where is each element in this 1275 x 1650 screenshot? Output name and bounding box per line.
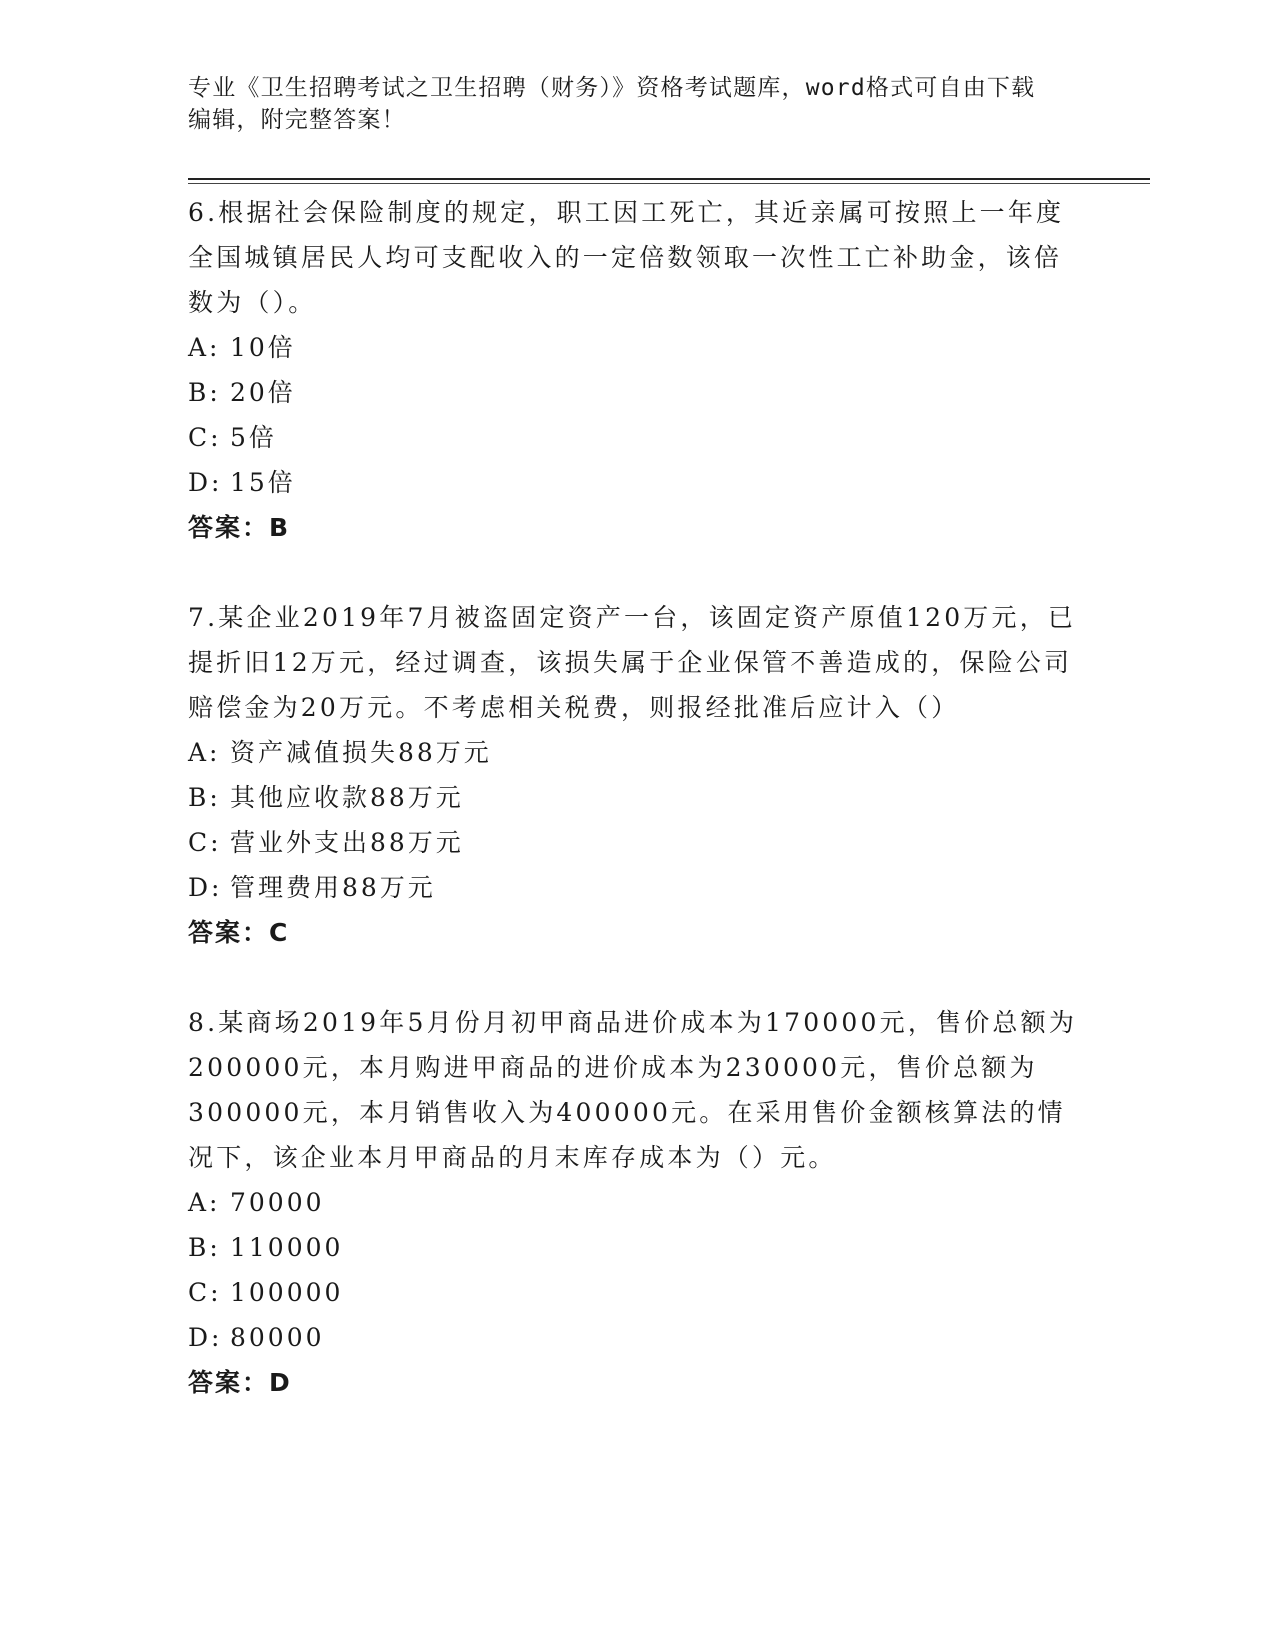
option-a (188, 730, 1088, 775)
option-text: 80000 (230, 1323, 325, 1352)
option-key: A: (188, 738, 221, 767)
header-divider-thin (188, 183, 1150, 184)
option-key: D: (188, 873, 223, 902)
option-text: 营业外支出88万元 (230, 828, 464, 857)
option-text: 110000 (230, 1233, 344, 1262)
option-key: A: (188, 333, 221, 362)
option-key: B: (188, 378, 221, 407)
answer-label: 答案： (188, 1368, 270, 1397)
option-key: C: (188, 828, 222, 857)
option-text: 20倍 (230, 378, 296, 407)
option-c (188, 1270, 1088, 1315)
question-8 (188, 1000, 1088, 1405)
question-text: 8.某商场2019年5月份月初甲商品进价成本为170000元，售价总额为200000元，本月购进甲商品的进价成本为230000元，售价总额为300000元，本月销售收入为400000元。在采用售价金额核算法的情况下，该企业本月甲商品的月末库存成本为（）元。 (188, 1008, 1078, 1172)
option-text: 100000 (230, 1278, 344, 1307)
option-c (188, 820, 1088, 865)
question-6 (188, 190, 1088, 550)
question-text: 6.根据社会保险制度的规定，职工因工死亡，其近亲属可按照上一年度全国城镇居民人均可支配收入的一定倍数领取一次性工亡补助金，该倍数为（）。 (188, 198, 1065, 317)
option-text: 其他应收款88万元 (230, 783, 464, 812)
option-key: D: (188, 1323, 223, 1352)
question-text: 7.某企业2019年7月被盗固定资产一台，该固定资产原值120万元，已提折旧12万元，经过调查，该损失属于企业保管不善造成的，保险公司赔偿金为20万元。不考虑相关税费，则报经批准后应计入（） (188, 603, 1077, 722)
header-divider-thick (188, 178, 1150, 180)
option-d (188, 1315, 1088, 1360)
option-text: 15倍 (230, 468, 296, 497)
header-line-2: 编辑，附完整答案！ (188, 107, 406, 133)
option-b (188, 775, 1088, 820)
answer-label: 答案： (188, 513, 270, 542)
answer-line (188, 910, 1088, 955)
answer-line (188, 505, 1088, 550)
question-list (188, 190, 1088, 1450)
answer-value: D (269, 1368, 292, 1397)
option-text: 10倍 (230, 333, 296, 362)
option-b (188, 370, 1088, 415)
document-header (188, 72, 1068, 136)
option-d (188, 865, 1088, 910)
question-7 (188, 595, 1088, 955)
answer-value: B (269, 513, 291, 542)
option-d (188, 460, 1088, 505)
option-key: B: (188, 783, 221, 812)
option-b (188, 1225, 1088, 1270)
option-key: C: (188, 1278, 222, 1307)
answer-label: 答案： (188, 918, 270, 947)
option-text: 70000 (230, 1188, 325, 1217)
option-text: 资产减值损失88万元 (230, 738, 492, 767)
answer-value: C (269, 918, 290, 947)
option-key: D: (188, 468, 223, 497)
option-text: 5倍 (230, 423, 277, 452)
option-a (188, 325, 1088, 370)
option-key: C: (188, 423, 222, 452)
option-a (188, 1180, 1088, 1225)
option-text: 管理费用88万元 (230, 873, 436, 902)
option-key: A: (188, 1188, 221, 1217)
option-key: B: (188, 1233, 221, 1262)
option-c (188, 415, 1088, 460)
answer-line (188, 1360, 1088, 1405)
header-line-1: 专业《卫生招聘考试之卫生招聘（财务）》资格考试题库，word格式可自由下载 (188, 75, 1036, 101)
